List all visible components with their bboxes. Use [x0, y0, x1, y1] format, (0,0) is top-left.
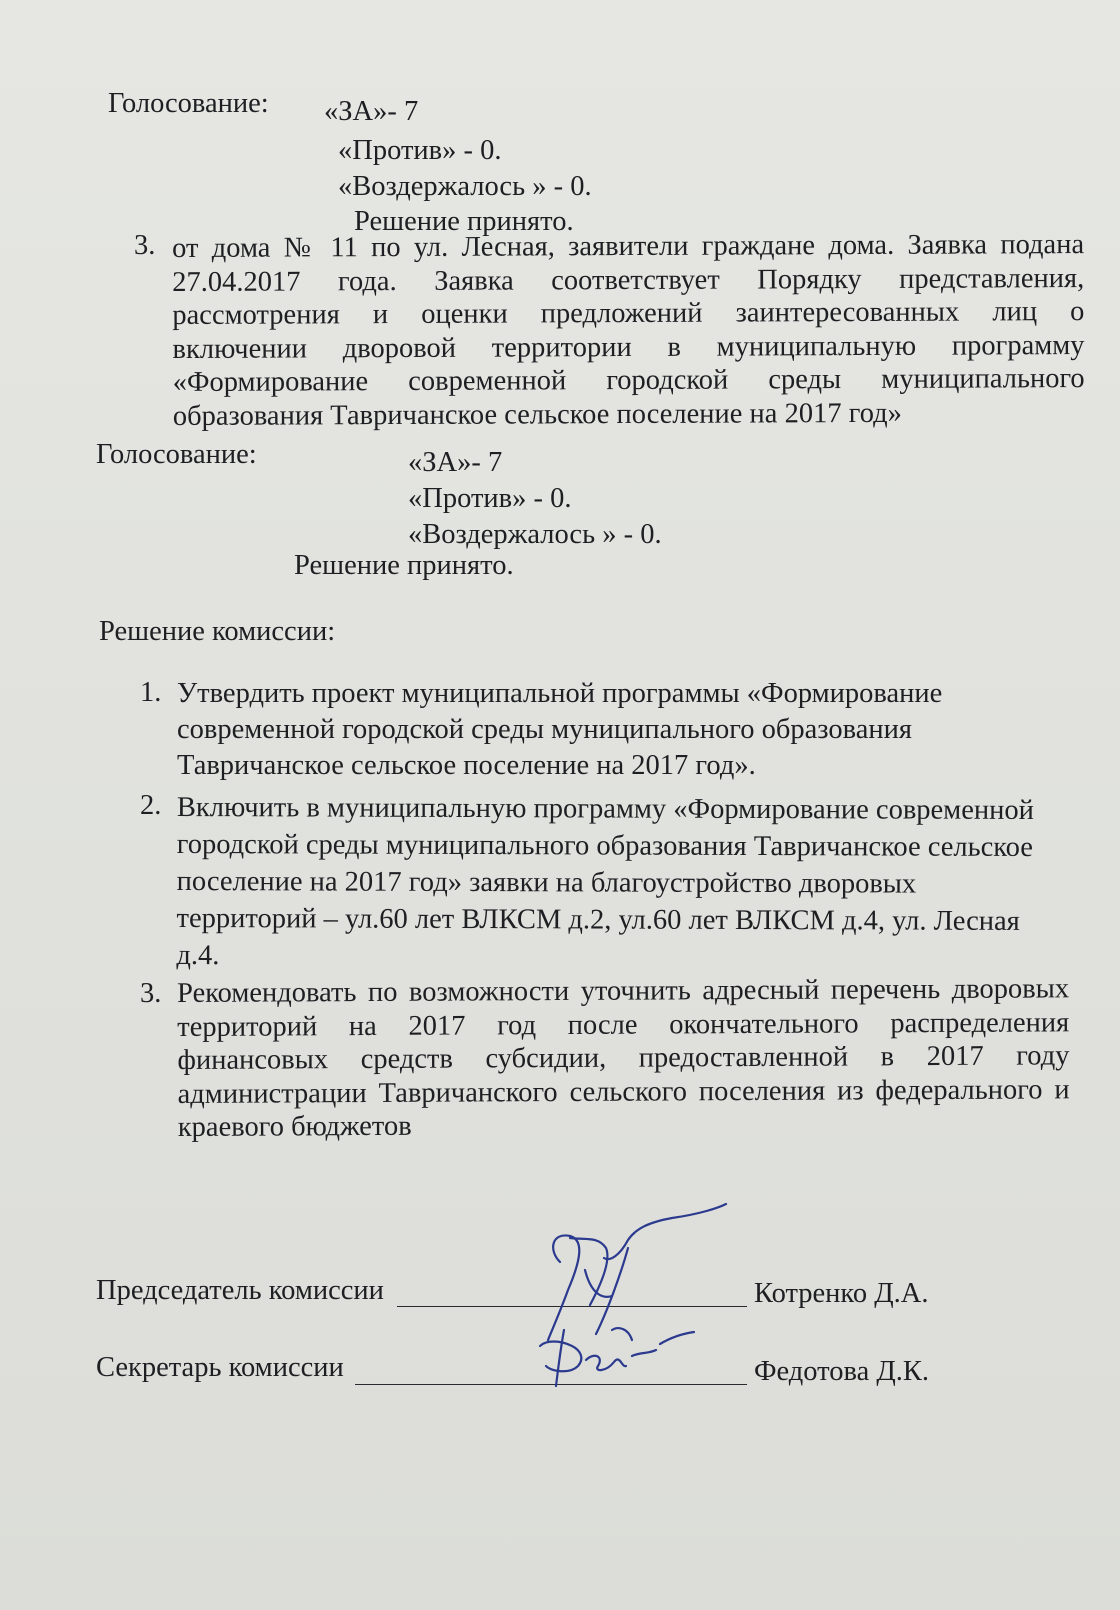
- decision-item-1-number: 1.: [140, 677, 162, 708]
- secretary-signature-stroke: [556, 1330, 564, 1386]
- item-3-line: образования Тавричанское сельское поселение на 2017 год»: [172, 397, 902, 432]
- decision-item-3-number: 3.: [140, 978, 162, 1009]
- decision-item-3-line: территорий на 2017 год после окончательного распределения: [177, 1006, 1070, 1043]
- chairman-signature-stroke: [596, 1248, 628, 1334]
- chairman-name: Котренко Д.А.: [754, 1278, 929, 1309]
- decision-item-2-line: д.4.: [176, 939, 220, 972]
- item-3-line: «Формирование современной городской среды муниципального: [172, 363, 1085, 399]
- item-3-number: 3.: [134, 230, 156, 261]
- chairman-role: Председатель комиссии: [96, 1275, 384, 1306]
- chairman-signature-stroke: [548, 1235, 579, 1340]
- vote-2-vozd: «Воздержалось » - 0.: [408, 519, 662, 550]
- vote-2-protiv: «Против» - 0.: [408, 483, 572, 514]
- vote-1-label: Голосование:: [108, 88, 269, 119]
- decision-item-2-number: 2.: [140, 790, 162, 821]
- vote-1-result: Решение принято.: [354, 206, 574, 237]
- vote-2-label: Голосование:: [96, 439, 257, 470]
- vote-2-za: «ЗА»- 7: [408, 447, 503, 478]
- item-3-line: рассмотрения и оценки предложений заинтересованных лиц о: [172, 296, 1085, 332]
- secretary-signature-stroke: [632, 1350, 656, 1356]
- vote-1-protiv: «Против» - 0.: [338, 135, 502, 166]
- decision-item-2-line: городской среды муниципального образования Тавричанское сельское: [176, 828, 1034, 863]
- decision-item-3-line: краевого бюджетов: [177, 1111, 412, 1144]
- item-3-line: от дома № 11 по ул. Лесная, заявители граждане дома. Заявка подана: [172, 229, 1085, 264]
- decision-item-3-line: финансовых средств субсидии, предоставленной в 2017 году: [177, 1040, 1070, 1077]
- item-3-line: 27.04.2017 года. Заявка соответствует Порядку представления,: [172, 262, 1085, 298]
- secretary-signature-stroke: [612, 1328, 632, 1340]
- vote-1-vozd: «Воздержалось » - 0.: [338, 171, 592, 202]
- secretary-name: Федотова Д.К.: [754, 1356, 930, 1387]
- vote-1-za: «ЗА»- 7: [324, 96, 419, 127]
- decision-heading: Решение комиссии:: [99, 616, 336, 647]
- decision-item-2-line: Включить в муниципальную программу «Формирование современной: [176, 792, 1034, 826]
- decision-item-3-line: Рекомендовать по возможности уточнить адресный перечень дворовых: [177, 973, 1070, 1009]
- vote-2-result: Решение принято.: [294, 550, 514, 581]
- decision-item-2-line: поселение на 2017 год» заявки на благоустройство дворовых: [176, 865, 917, 900]
- secretary-role: Секретарь комиссии: [96, 1352, 344, 1383]
- decision-item-3-line: администрации Тавричанского сельского поселения из федерального и: [177, 1074, 1070, 1110]
- secretary-signature-stroke: [586, 1356, 626, 1370]
- decision-item-1-line: Утвердить проект муниципальной программы «Формирование: [177, 678, 943, 709]
- item-3-line: включении дворовой территории в муниципальную программу: [172, 329, 1085, 365]
- decision-item-1-line: современной городской среды муниципального образования: [177, 714, 912, 745]
- chairman-signature-stroke: [585, 1270, 612, 1297]
- decision-item-1-line: Тавричанское сельское поселение на 2017 год».: [177, 750, 756, 781]
- chairman-signature-stroke: [604, 1204, 726, 1259]
- secretary-signature-stroke: [660, 1332, 694, 1344]
- decision-item-2-line: территорий – ул.60 лет ВЛКСМ д.2, ул.60 лет ВЛКСМ д.4, ул. Лесная: [176, 902, 1020, 937]
